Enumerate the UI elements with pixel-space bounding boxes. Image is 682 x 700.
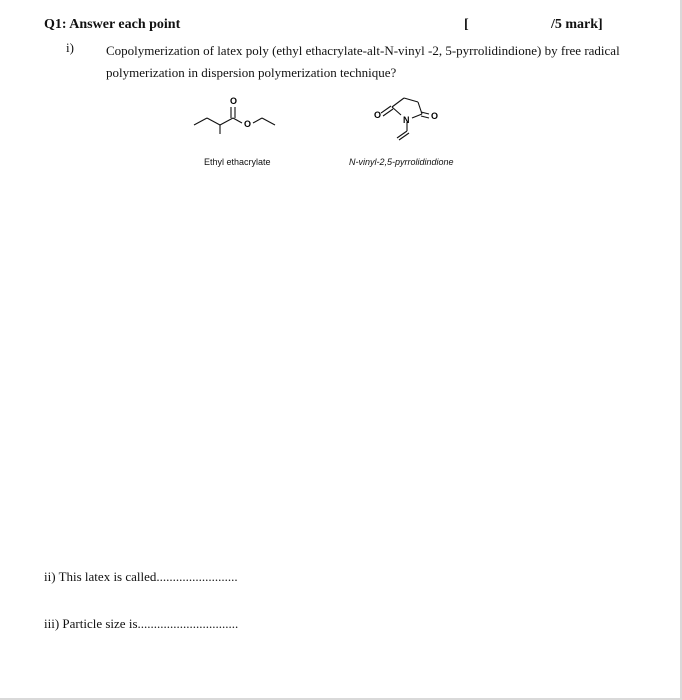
part-i-number: i) — [66, 40, 74, 55]
ethyl-ethacrylate-label: Ethyl ethacrylate — [204, 157, 271, 167]
left-carbonyl-oxygen-label: O — [374, 110, 382, 120]
question-heading: Q1: Answer each point — [44, 17, 181, 32]
part-ii-question: ii) This latex is called......................... — [44, 569, 238, 584]
part-i-question: Copolymerization of latex poly (ethyl ethacrylate-alt-N-vinyl -2, 5-pyrrolidindione) by free radical polymerization in dispersion polymerization technique? — [106, 43, 620, 80]
bracket-mark: [ — [464, 17, 469, 32]
ethyl-ethacrylate-structure — [188, 92, 283, 137]
carbonyl-oxygen-label: O — [230, 96, 238, 106]
part-iii-question: iii) Particle size is............................... — [44, 616, 239, 631]
nitrogen-label: N — [403, 115, 410, 125]
n-vinyl-pyrrolidindione-label: N-vinyl-2,5-pyrrolidindione — [349, 157, 454, 167]
n-vinyl-pyrrolidindione-structure — [370, 92, 445, 147]
marks-label: /5 mark] — [551, 17, 603, 32]
right-carbonyl-oxygen-label: O — [431, 111, 439, 121]
ester-oxygen-label: O — [244, 119, 252, 129]
